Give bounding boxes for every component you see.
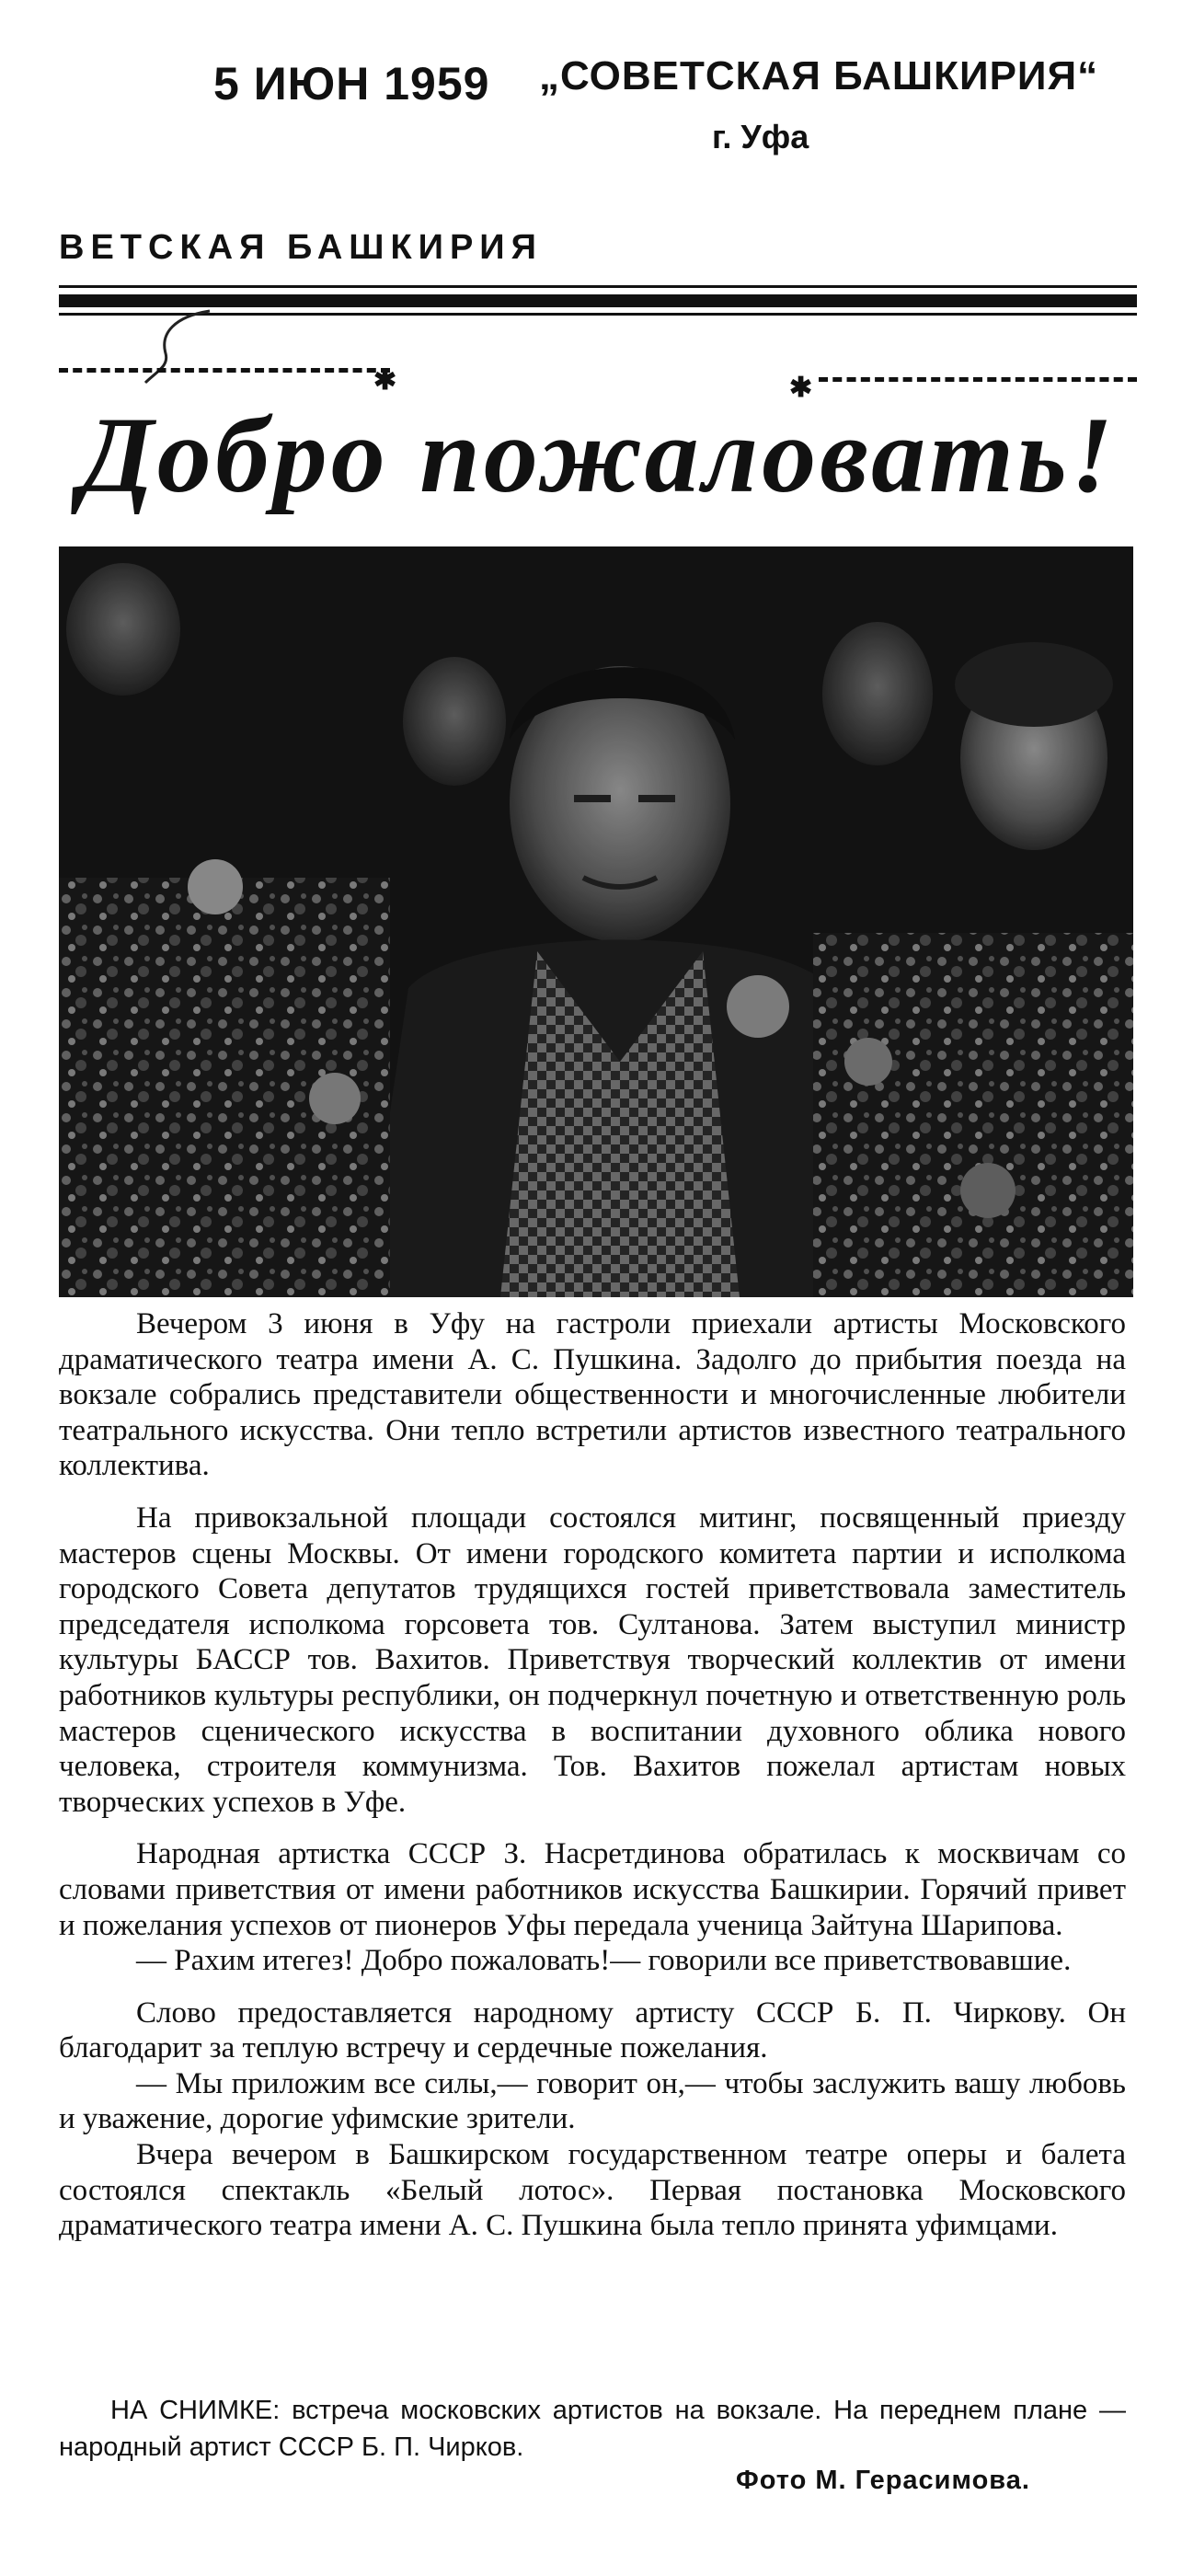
clipping-source-stamp: „СОВЕТСКАЯ БАШКИРИЯ“ [539, 53, 1099, 98]
article-paragraph: На привокзальной площади состоялся митинг, посвященный приезду мастеров сцены Москвы. От имени городского комитета партии и исполкома городского Совета депутатов трудящихся гостей приветствовала заместитель председателя исполкома горсовета тов. Султанова. Затем выступил министр культуры БАССР тов. Вахитов. Приветствуя творческий коллектив от имени работников культуры республики, он подчеркнул почетную и ответственную роль мастеров сценического искусства в воспитании духовного облика нового человека, строителя коммунизма. Тов. Вахитов пожелал артистам новых творческих успехов в Уфе. [59, 1501, 1126, 1819]
article-body [59, 1306, 1126, 2260]
ornament-line-left [59, 368, 390, 373]
newspaper-masthead: ВЕТСКАЯ БАШКИРИЯ [59, 228, 543, 267]
article-paragraph: Вчера вечером в Башкирском государственном театре оперы и балета состоялся спектакль «Белый лотос». Первая постановка Московского драматического театра имени А. С. Пушкина была тепло принята уфимцами. [59, 2138, 1126, 2243]
clipping-city-stamp: г. Уфа [712, 118, 809, 155]
clipping-date-stamp: 5 ИЮН 1959 [213, 58, 490, 109]
ornament-line-right [819, 377, 1137, 382]
headline: Добро пожаловать! [79, 395, 1117, 515]
photo-crowd-illustration [59, 546, 1133, 1297]
star-ornament-icon: ✱ [373, 365, 397, 396]
article-paragraph: Народная артистка СССР З. Насретдинова обратилась к москвичам со словами приветствия от имени работников искусства Башкирии. Горячий привет и пожелания успехов от пионеров Уфы передала ученица Зайтуна Шарипова. [59, 1837, 1126, 1942]
photo-caption: НА СНИМКЕ: встреча московских артистов на вокзале. На переднем плане — народный артист СССР Б. П. Чирков. [59, 2396, 1126, 2462]
article-paragraph: — Мы приложим все силы,— говорит он,— чтобы заслужить вашу любовь и уважение, дорогие уфимские зрители. [59, 2066, 1126, 2136]
star-ornament-icon: ✱ [789, 373, 813, 403]
photo-credit: Фото М. Герасимова. [736, 2466, 1030, 2495]
pencil-mark [138, 305, 248, 388]
article-paragraph: — Рахим итегез! Добро пожаловать!— говорили все приветствовавшие. [136, 1944, 1072, 1978]
article-paragraph: Слово предоставляется народному артисту СССР Б. П. Чиркову. Он благодарит за теплую встречу и сердечные пожелания. [59, 1995, 1126, 2065]
news-photo [59, 546, 1133, 1297]
masthead-rule-top [59, 285, 1137, 288]
article-paragraph: Вечером 3 июня в Уфу на гастроли приехали артисты Московского драматического театра имени А. С. Пушкина. Задолго до прибытия поезда на вокзале собрались представители общественности и многочисленные любители театрального искусства. Они тепло встретили артистов известного театрального коллектива. [59, 1307, 1126, 1483]
